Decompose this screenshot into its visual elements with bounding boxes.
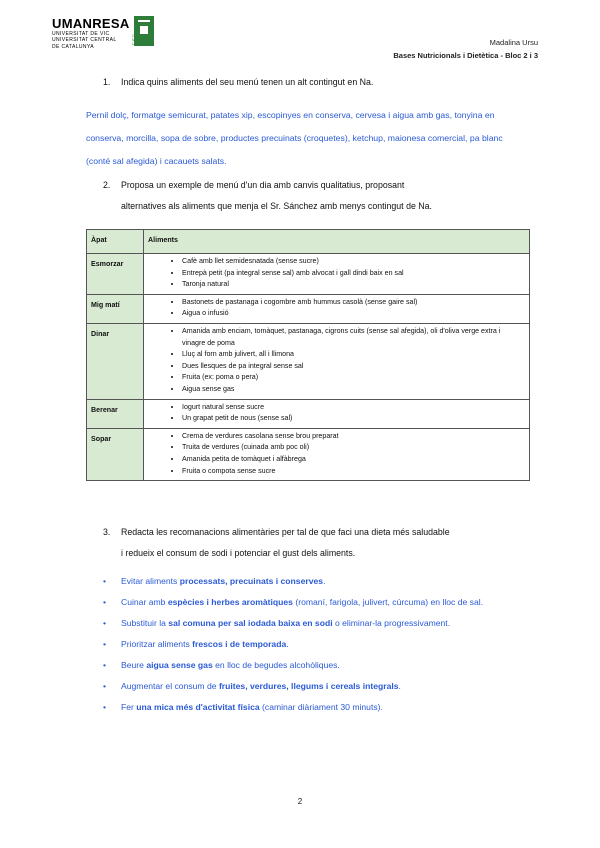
bullet-icon: • bbox=[103, 576, 107, 586]
column-header-foods: Aliments bbox=[144, 230, 530, 254]
food-item: • Truita de verdures (cuinada amb poc oli) bbox=[182, 442, 523, 454]
author-name: Madalina Ursu bbox=[489, 38, 538, 47]
meal-foods bbox=[144, 254, 530, 295]
table-row bbox=[87, 294, 530, 323]
logo-sub-line: DE CATALUNYA bbox=[52, 43, 95, 50]
recommendation-text: Prioritzar aliments bbox=[121, 639, 193, 649]
recommendation-text: . bbox=[323, 576, 326, 586]
food-item: • Cafè amb llet semidesnatada (sense sucre) bbox=[182, 256, 523, 268]
campus-logo-caption bbox=[132, 34, 150, 46]
recommendation-text: en lloc de begudes alcohòliques. bbox=[212, 660, 340, 670]
food-item: • Amanida petita de tomàquet i alfàbrega bbox=[182, 454, 523, 466]
bullet-icon: • bbox=[103, 702, 107, 712]
recommendation-text: . bbox=[286, 639, 289, 649]
table-row bbox=[87, 254, 530, 295]
logo-subtitle bbox=[52, 31, 117, 50]
table-row bbox=[87, 399, 530, 428]
food-item: • Bastonets de pastanaga i cogombre amb hummus casolà (sense gaire sal) bbox=[182, 297, 523, 309]
question-text-line-1: Redacta les recomanacions alimentàries per tal de que faci una dieta més saludable bbox=[121, 527, 450, 537]
question-text: Indica quins aliments del seu menú tenen un alt contingut en Na. bbox=[121, 77, 374, 87]
caption-line: CAMPUS bbox=[132, 34, 148, 38]
food-item: • Lluç al forn amb julivert, all i llimona bbox=[182, 349, 523, 361]
question-3 bbox=[103, 522, 523, 566]
meal-name: Berenar bbox=[87, 399, 144, 428]
table-row bbox=[87, 323, 530, 399]
bullet-icon: • bbox=[103, 660, 107, 670]
food-list bbox=[146, 256, 523, 291]
recommendation-text: Fer bbox=[121, 702, 137, 712]
table-row bbox=[87, 428, 530, 480]
question-text-line-2: alternatives als aliments que menja el Sr. Sánchez amb menys contingut de Na. bbox=[121, 201, 432, 211]
bullet-icon: • bbox=[103, 681, 107, 691]
recommendation-item bbox=[103, 699, 523, 716]
food-list bbox=[146, 326, 523, 396]
recommendation-text: Substituir la bbox=[121, 618, 169, 628]
question-text-line-2: i redueix el consum de sodi i potenciar el gust dels aliments. bbox=[121, 548, 356, 558]
food-item: • Taronja natural bbox=[182, 279, 523, 291]
question-number: 1. bbox=[103, 77, 111, 87]
recommendation-emphasis: sal comuna per sal iodada baixa en sodi bbox=[168, 618, 333, 628]
question-1 bbox=[103, 72, 523, 93]
recommendation-emphasis: fruites, verdures, llegums i cereals integrals bbox=[218, 681, 399, 691]
table-header-row bbox=[87, 230, 530, 254]
meal-name: Esmorzar bbox=[87, 254, 144, 295]
food-list bbox=[146, 431, 523, 477]
caption-line: UVIC·UCC bbox=[132, 42, 150, 46]
recommendation-item bbox=[103, 594, 523, 611]
question-2 bbox=[103, 175, 523, 219]
food-item: • Crema de verdures casolana sense brou preparat bbox=[182, 431, 523, 443]
recommendation-text: Beure bbox=[121, 660, 147, 670]
logo-wordmark: UMANRESA bbox=[52, 16, 130, 31]
recommendation-item bbox=[103, 636, 523, 653]
logo-sub-line: UNIVERSITAT DE VIC bbox=[52, 31, 110, 37]
recommendation-text: (caminar diàriament 30 minuts). bbox=[259, 702, 383, 712]
food-item: • Dues llesques de pa integral sense sal bbox=[182, 361, 523, 373]
food-list bbox=[146, 402, 523, 425]
recommendation-item bbox=[103, 573, 523, 590]
recommendation-text: (romaní, farigola, julivert, cúrcuma) en lloc de sal. bbox=[292, 597, 484, 607]
food-item: • Fruita o compota sense sucre bbox=[182, 466, 523, 478]
course-subject: Bases Nutricionals i Dietètica - Bloc 2 i 3 bbox=[393, 51, 538, 60]
bullet-icon: • bbox=[103, 597, 107, 607]
recommendation-item bbox=[103, 615, 523, 632]
food-item: • Iogurt natural sense sucre bbox=[182, 402, 523, 414]
meal-name: Mig matí bbox=[87, 294, 144, 323]
food-item: • Entrepà petit (pa integral sense sal) amb alvocat i gall dindi baix en sal bbox=[182, 268, 523, 280]
recommendations-list bbox=[103, 573, 523, 720]
recommendation-text: Evitar aliments bbox=[121, 576, 180, 586]
meal-foods bbox=[144, 428, 530, 480]
recommendation-text: o eliminar-la progressivament. bbox=[332, 618, 451, 628]
recommendation-emphasis: una mica més d'activitat física bbox=[136, 702, 260, 712]
recommendation-text: Cuinar amb bbox=[121, 597, 168, 607]
bullet-icon: • bbox=[103, 618, 107, 628]
recommendation-item bbox=[103, 678, 523, 695]
food-item: • Aigua o infusió bbox=[182, 308, 523, 320]
recommendation-emphasis: espècies i herbes aromàtiques bbox=[167, 597, 293, 607]
meal-foods bbox=[144, 323, 530, 399]
recommendation-emphasis: aigua sense gas bbox=[146, 660, 213, 670]
recommendation-text: Augmentar el consum de bbox=[121, 681, 219, 691]
column-header-meal: Àpat bbox=[87, 230, 144, 254]
food-item: • Aigua sense gas bbox=[182, 384, 523, 396]
food-list bbox=[146, 297, 523, 320]
recommendation-text: . bbox=[398, 681, 401, 691]
question-number: 3. bbox=[103, 527, 111, 537]
question-number: 2. bbox=[103, 180, 111, 190]
bullet-icon: • bbox=[103, 639, 107, 649]
food-item: • Fruita (ex: poma o pera) bbox=[182, 372, 523, 384]
answer-1: Pernil dolç, formatge semicurat, patates xip, escopinyes en conserva, cervesa i aigua amb gas, tonyina en conserva, morcilla, sopa de sobre, productes precuinats (croquetes), ketchup, maionesa comercial, pa blanc (conté sal afegida) i cacauets salats. bbox=[86, 110, 503, 166]
meal-foods bbox=[144, 399, 530, 428]
meal-name: Sopar bbox=[87, 428, 144, 480]
meal-name: Dinar bbox=[87, 323, 144, 399]
menu-table bbox=[86, 229, 530, 481]
food-item: • Un grapat petit de nous (sense sal) bbox=[182, 413, 523, 425]
logo-sub-line: UNIVERSITAT CENTRAL bbox=[52, 37, 117, 44]
recommendation-item bbox=[103, 657, 523, 674]
question-text-line-1: Proposa un exemple de menú d'un dia amb canvis qualitatius, proposant bbox=[121, 180, 405, 190]
recommendation-emphasis: processats, precuinats i conserves bbox=[179, 576, 324, 586]
recommendation-emphasis: frescos i de temporada bbox=[192, 639, 287, 649]
food-item: • Amanida amb enciam, tomàquet, pastanaga, cigrons cuits (sense sal afegida), oli d'oliva verge extra i vinagre de poma bbox=[182, 326, 523, 349]
page-number: 2 bbox=[297, 797, 303, 806]
caption-line: MANRESA bbox=[132, 38, 150, 42]
meal-foods bbox=[144, 294, 530, 323]
